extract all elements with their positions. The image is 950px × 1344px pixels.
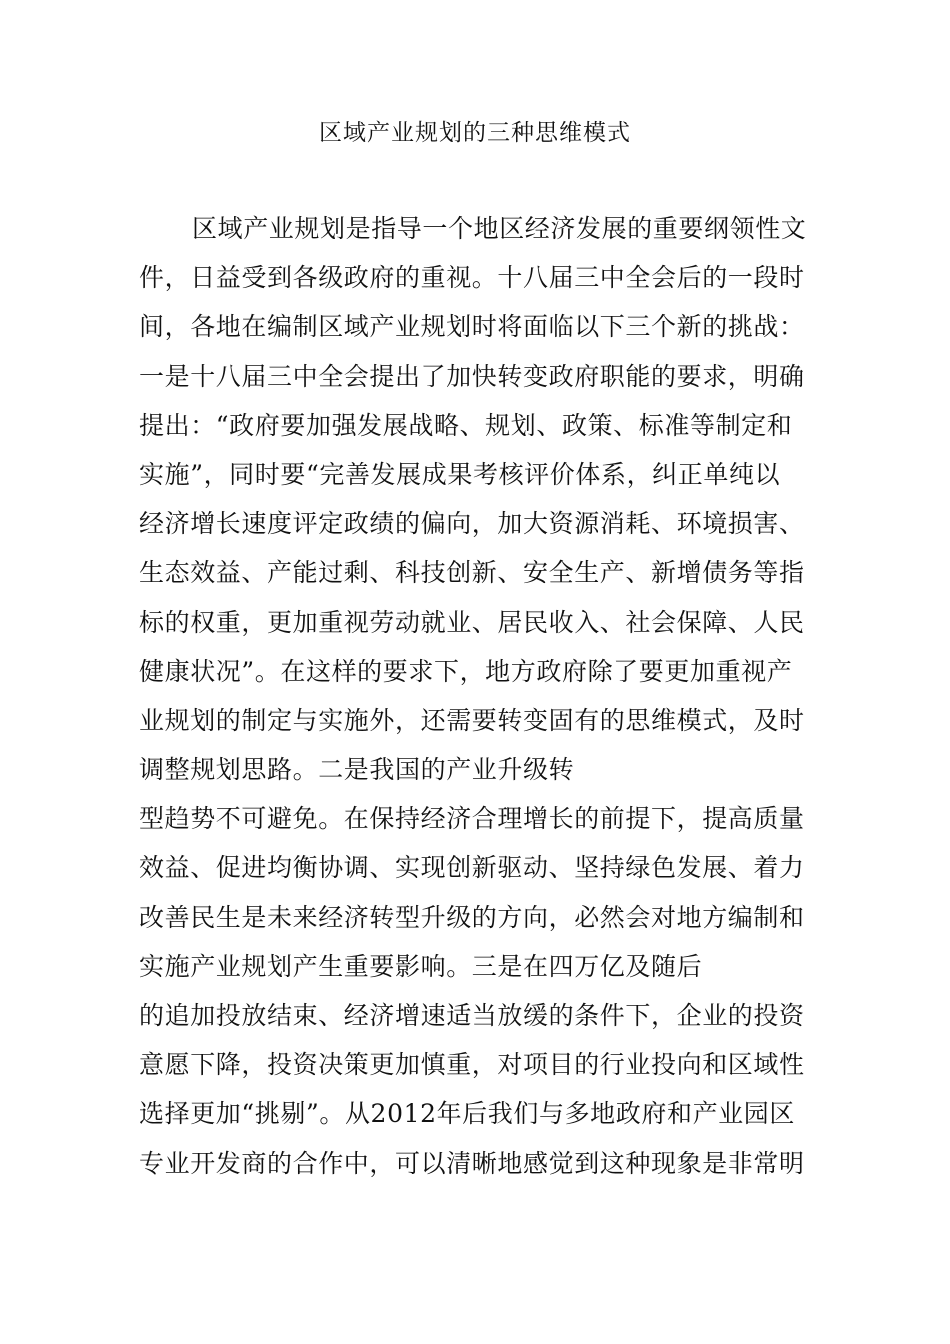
paragraph-line: 生态效益、产能过剩、科技创新、安全生产、新增债务等指 — [139, 558, 805, 588]
paragraph-line: 件，日益受到各级政府的重视。十八届三中全会后的一段时 — [139, 263, 805, 293]
paragraph-line: 标的权重，更加重视劳动就业、居民收入、社会保障、人民 — [139, 607, 805, 637]
paragraph-line: 经济增长速度评定政绩的偏向，加大资源消耗、环境损害、 — [139, 509, 805, 539]
paragraph-line: 一是十八届三中全会提出了加快转变政府职能的要求，明确 — [139, 361, 805, 391]
paragraph-line: 业规划的制定与实施外，还需要转变固有的思维模式，及时 — [139, 705, 805, 735]
paragraph-line: 专业开发商的合作中，可以清晰地感觉到这种现象是非常明 — [139, 1148, 805, 1178]
document-body — [139, 204, 819, 1188]
paragraph-line: 提出：“政府要加强发展战略、规划、政策、标准等制定和 — [139, 410, 793, 440]
paragraph-line: 间，各地在编制区域产业规划时将面临以下三个新的挑战： — [139, 312, 805, 342]
paragraph-line: 的追加投放结束、经济增速适当放缓的条件下，企业的投资 — [139, 1001, 805, 1030]
paragraph-line: 效益、促进均衡协调、实现创新驱动、坚持绿色发展、着力 — [139, 853, 805, 883]
paragraph-line: 型趋势不可避免。在保持经济合理增长的前提下，提高质量 — [139, 804, 805, 834]
paragraph-line: 意愿下降，投资决策更加慎重，对项目的行业投向和区域性 — [139, 1050, 805, 1080]
paragraph-line: 调整规划思路。二是我国的产业升级转 — [139, 755, 575, 785]
document-title: 区域产业规划的三种思维模式 — [319, 120, 631, 146]
paragraph-line: 实施”，同时要“完善发展成果考核评价体系，纠正单纯以 — [139, 459, 781, 489]
paragraph-line: 区域产业规划是指导一个地区经济发展的重要纲领性文 — [192, 214, 807, 243]
paragraph-line: 改善民生是未来经济转型升级的方向，必然会对地方编制和 — [139, 902, 805, 932]
paragraph-line: 健康状况”。在这样的要求下，地方政府除了要更加重视产 — [139, 656, 793, 686]
paragraph-line: 实施产业规划产生重要影响。三是在四万亿及随后 — [139, 951, 703, 981]
paragraph-line: 选择更加“挑剔”。从2012年后我们与多地政府和产业园区 — [139, 1099, 795, 1129]
